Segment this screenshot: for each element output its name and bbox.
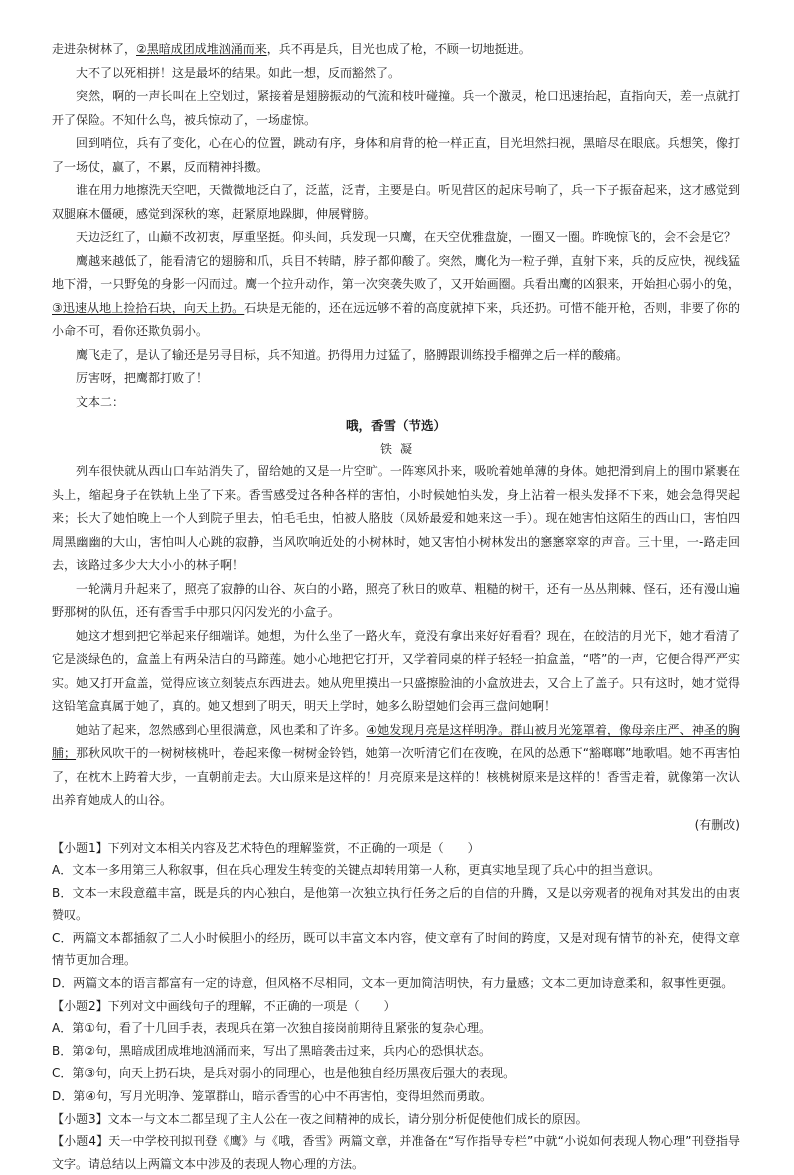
question-2-option-a: A．第①句，看了十几回手表，表现兵在第一次独自接岗前期待且紧张的复杂心理。 bbox=[52, 1017, 740, 1040]
text: 她站了起来，忽然感到心里很满意，风也柔和了许多。 bbox=[76, 723, 366, 737]
text: 石块是无能的，还在远远够不着的高度就掉下来，兵还扔。可惜不能开枪，否则，非要了你的小命不可，看你还欺负弱小。 bbox=[52, 301, 740, 339]
text1-paragraph bbox=[52, 38, 740, 62]
question-2: 【小题2】下列对文中画线句子的理解，不正确的一项是（ ） bbox=[52, 995, 740, 1018]
text: 那秋风吹干的一树树核桃叶，卷起来像一树树金铃铛，她第一次听清它们在夜晚，在风的怂恿下“豁啷啷”地歌唱。她不再害怕了，在枕木上跨着大步，一直朝前走去。大山原来是这样的！月亮原来是这样的！核桃树原来是这样的！香雪走着，就像第一次认出养育她成人的山谷。 bbox=[52, 746, 740, 807]
text1-paragraph: 鹰飞走了，是认了输还是另寻目标，兵不知道。扔得用力过猛了，胳膊跟训练投手榴弹之后一样的酸痛。 bbox=[52, 344, 740, 368]
question-1-option-c: C．两篇文本都插叙了二人小时候胆小的经历，既可以丰富文本内容，使文章有了时间的跨度，又是对现有情节的补充，使得文章情节更加合理。 bbox=[52, 927, 740, 972]
question-2-option-d: D．第④句，写月光明净、笼罩群山，暗示香雪的心中不再害怕，变得坦然而勇敢。 bbox=[52, 1085, 740, 1108]
questions-section bbox=[52, 837, 740, 1175]
underlined-sentence-2: ②黑暗成团成堆汹涌而来 bbox=[136, 42, 267, 56]
question-1-option-b: B．文本一末段意蕴丰富，既是兵的内心独白，是他第一次独立执行任务之后的自信的升腾，又是以旁观者的视角对其发出的由衷赞叹。 bbox=[52, 882, 740, 927]
text2-label: 文本二： bbox=[52, 391, 740, 415]
text2-paragraph: 她这才想到把它举起来仔细端详。她想，为什么坐了一路火车，竟没有拿出来好好看看？现在，在皎洁的月光下，她才看清了它是淡绿色的，盒盖上有两朵洁白的马蹄莲。她小心地把它打开，又学着同桌的样子轻轻一拍盒盖，“嗒”的一声，它便合得严严实实。她又打开盒盖，觉得应该立刻装点东西进去。她从兜里摸出一只盛擦脸油的小盒放进去，又合上了盖子。只有这时，她才觉得这铅笔盒真属于她了，真的。她又想到了明天，明天上学时，她多么盼望她们会再三盘问她啊！ bbox=[52, 625, 740, 719]
text1-paragraph: 突然，啊的一声长叫在上空划过，紧接着是翅膀振动的气流和枝叶碰撞。兵一个激灵，枪口迅速抬起，直指向天，差一点就打开了保险。不知什么鸟，被兵惊动了，一场虚惊。 bbox=[52, 85, 740, 132]
question-2-option-c: C．第③句，向天上扔石块，是兵对弱小的同理心，也是他独自经历黑夜后强大的表现。 bbox=[52, 1062, 740, 1085]
edit-note: (有删改) bbox=[52, 813, 740, 837]
underlined-sentence-4: ④她发现月亮是这样明净。群山被月光笼罩着，像母亲庄严、神圣的胸脯； bbox=[52, 723, 740, 761]
question-1-option-d: D．两篇文本的语言都富有一定的诗意，但风格不尽相同，文本一更加简洁明快，有力量感；文本二更加诗意柔和，叙事性更强。 bbox=[52, 972, 740, 995]
text1-paragraph: 天边泛红了，山巅不改初衷，厚重坚挺。仰头间，兵发现一只鹰，在天空优雅盘旋，一圈又一圈。昨晚惊飞的，会不会是它？ bbox=[52, 226, 740, 250]
text1-paragraph: 谁在用力地擦洗天空吧，天微微地泛白了，泛蓝，泛青，主要是白。听见营区的起床号响了，兵一下子振奋起来，这才感觉到双腿麻木僵硬，感觉到深秋的寒，赶紧原地跺脚，伸展臂膀。 bbox=[52, 179, 740, 226]
text2-paragraph: 一轮满月升起来了，照亮了寂静的山谷、灰白的小路，照亮了秋日的败草、粗糙的树干，还有一丛丛荆棘、怪石，还有漫山遍野那树的队伍，还有香雪手中那只闪闪发光的小盒子。 bbox=[52, 578, 740, 625]
text: ，兵不再是兵，目光也成了枪，不顾一切地挺进。 bbox=[267, 42, 531, 56]
question-1-option-a: A．文本一多用第三人称叙事，但在兵心理发生转变的关键点却转用第一人称，更真实地呈现了兵心中的担当意识。 bbox=[52, 859, 740, 882]
text2-paragraph: 列车很快就从西山口车站消失了，留给她的又是一片空旷。一阵寒风扑来，吸吮着她单薄的身体。她把滑到肩上的围巾紧裹在头上，缩起身子在铁轨上坐了下来。香雪感受过各种各样的害怕，小时候她怕头发，身上沾着一根头发择不下来，她会急得哭起来；长大了她怕晚上一个人到院子里去，怕毛毛虫，怕被人胳肢（凤娇最爱和她来这一手）。现在她害怕这陌生的西山口，害怕四周黑幽幽的大山，害怕叫人心跳的寂静，当风吹响近处的小树林时，她又害怕小树林发出的窸窸窣窣的声音。三十里，一-路走回去，该路过多少大大小小的林子啊！ bbox=[52, 460, 740, 578]
text: 走进杂树林了， bbox=[52, 42, 136, 56]
question-3: 【小题3】文本一与文本二都呈现了主人公在一夜之间精神的成长，请分别分析促使他们成长的原因。 bbox=[52, 1108, 740, 1131]
text1-paragraph: 回到哨位，兵有了变化，心在心的位置，跳动有序，身体和肩背的枪一样正直，目光坦然扫视，黑暗尽在眼底。兵想笑，像打了一场仗，赢了，不累，反而精神抖擞。 bbox=[52, 132, 740, 179]
text1-paragraph: 厉害呀，把鹰都打败了！ bbox=[52, 367, 740, 391]
text1-paragraph: 大不了以死相拼！这是最坏的结果。如此一想，反而豁然了。 bbox=[52, 62, 740, 86]
text: 鹰越来越低了，能看清它的翅膀和爪，兵目不转睛，脖子都仰酸了。突然，鹰化为一粒子弹，直射下来，兵的反应快，视线猛地下滑，一只野兔的身影一闪而过。鹰一个拉升动作，第一次突袭失败了，又开始画圈。兵看出鹰的凶狠来，开始担心弱小的兔， bbox=[52, 254, 740, 292]
question-2-option-b: B．第②句，黑暗成团成堆地汹涌而来，写出了黑暗袭击过来，兵内心的恐惧状态。 bbox=[52, 1040, 740, 1063]
text1-paragraph bbox=[52, 250, 740, 344]
text2-author: 铁凝 bbox=[52, 438, 740, 460]
underlined-sentence-3: ③迅速从地上捡拾石块，向天上扔。 bbox=[52, 301, 244, 315]
text2-paragraph bbox=[52, 719, 740, 813]
question-1: 【小题1】下列对文本相关内容及艺术特色的理解鉴赏，不正确的一项是（ ） bbox=[52, 837, 740, 860]
exam-page bbox=[52, 38, 740, 1175]
text2-title: 哦，香雪（节选） bbox=[52, 414, 740, 438]
question-4: 【小题4】天一中学校刊拟刊登《鹰》与《哦，香雪》两篇文章，并准备在“写作指导专栏”中就“小说如何表现人物心理”刊登指导文字。请总结以上两篇文本中涉及的表现人物心理的方法。 bbox=[52, 1130, 740, 1175]
